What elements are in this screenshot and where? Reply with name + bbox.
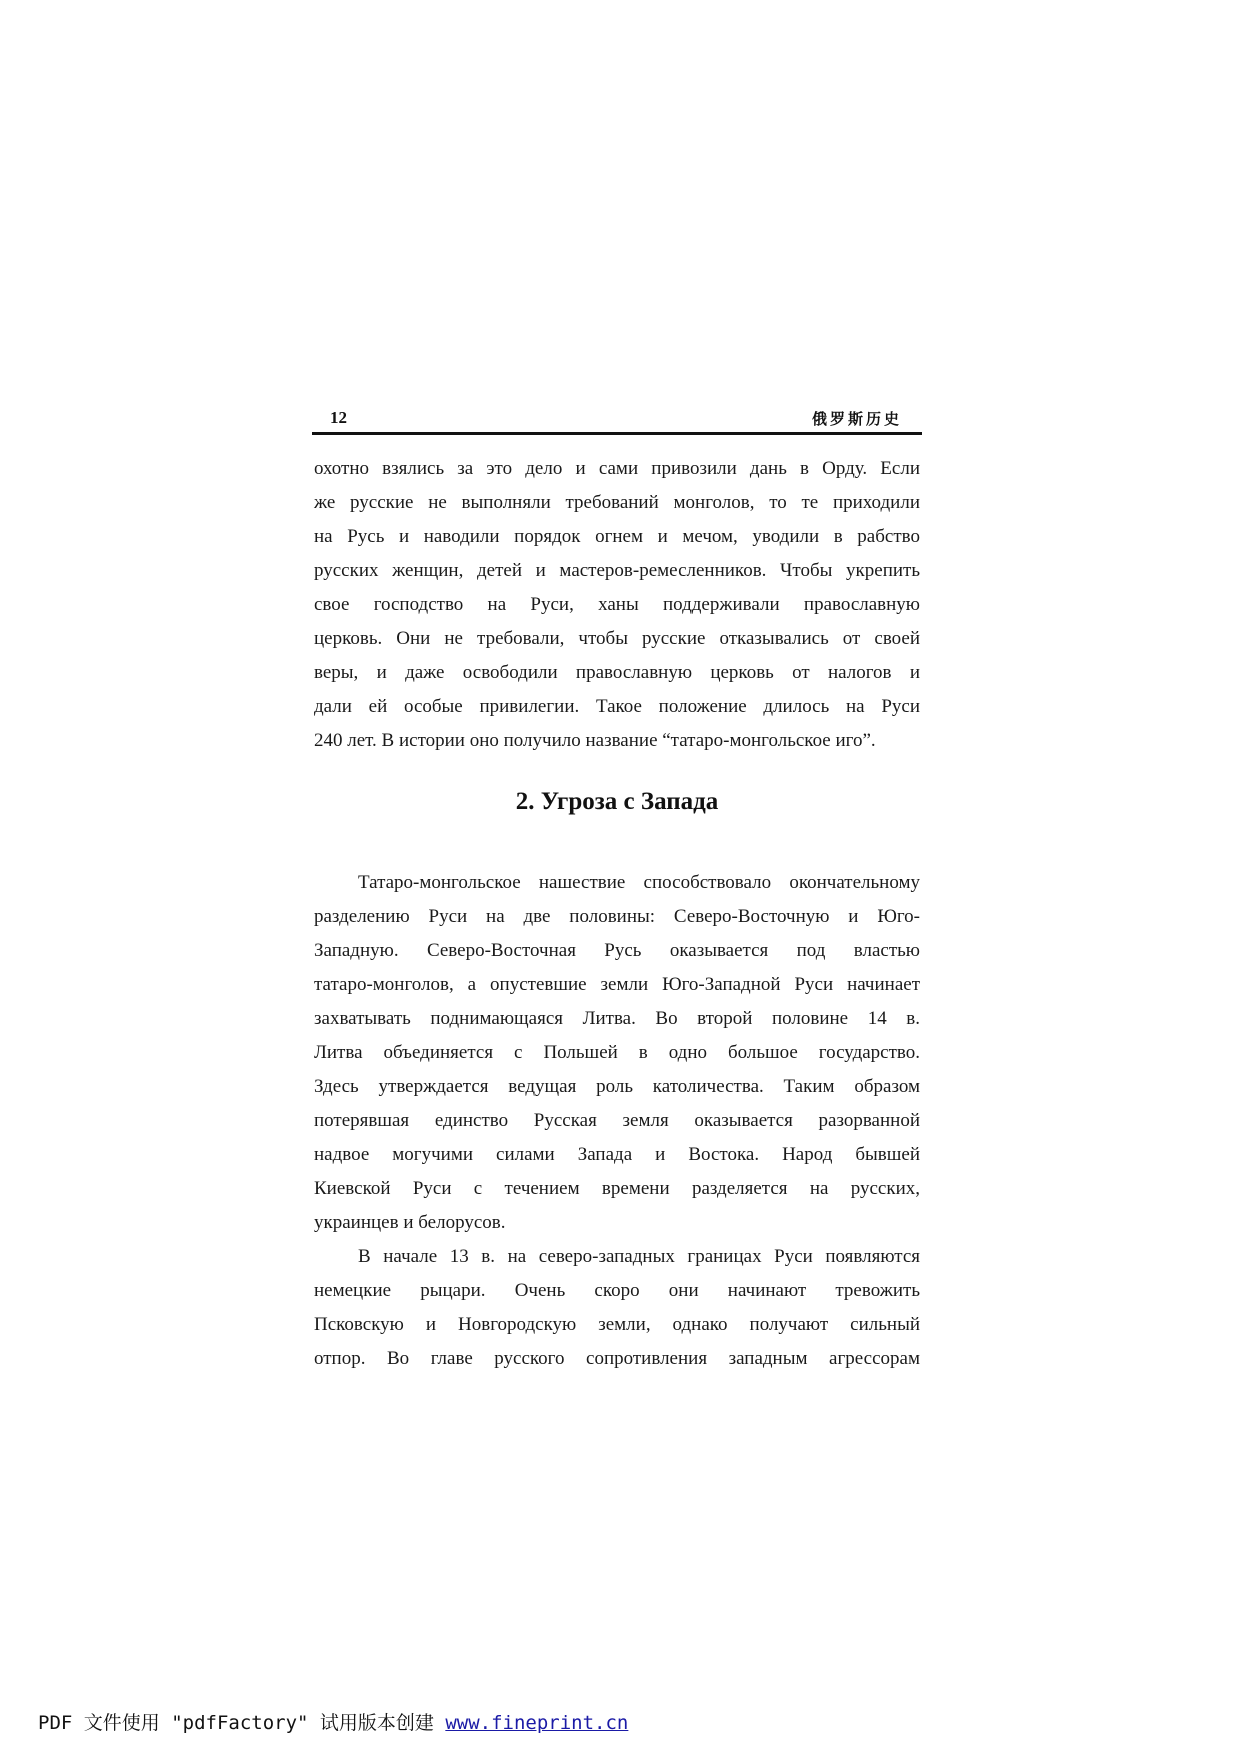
running-head <box>312 408 920 432</box>
book-title: 俄罗斯历史 <box>811 410 902 428</box>
text-line: русских женщин, детей и мастеров-ремесленников. Чтобы укрепить <box>314 560 920 581</box>
text-line: Татаро-монгольское нашествие способствовало окончательному <box>358 872 920 893</box>
pdf-watermark-footer <box>38 1708 628 1735</box>
text-line: немецкие рыцари. Очень скоро они начинают тревожить <box>314 1280 920 1301</box>
text-line: на Русь и наводили порядок огнем и мечом, уводили в рабство <box>314 526 920 547</box>
text-line: Псковскую и Новгородскую земли, однако получают сильный <box>314 1314 920 1335</box>
page-number: 12 <box>330 408 347 427</box>
text-line: Киевской Руси с течением времени разделяется на русских, <box>314 1178 920 1199</box>
text-line: 240 лет. В истории оно получило название “татаро-монгольское иго”. <box>314 730 876 751</box>
text-line: Здесь утверждается ведущая роль католичества. Таким образом <box>314 1076 920 1097</box>
text-line: захватывать поднимающаяся Литва. Во второй половине 14 в. <box>314 1008 920 1029</box>
header-rule <box>312 432 922 435</box>
text-line: церковь. Они не требовали, чтобы русские отказывались от своей <box>314 628 920 649</box>
section2-text <box>314 866 920 1376</box>
text-line: потерявшая единство Русская земля оказывается разорванной <box>314 1110 920 1131</box>
section1-text <box>314 452 920 758</box>
text-line: же русские не выполняли требований монголов, то те приходили <box>314 492 920 513</box>
text-line: охотно взялись за это дело и сами привозили дань в Орду. Если <box>314 458 920 479</box>
text-line: разделению Руси на две половины: Северо-Восточную и Юго- <box>314 906 920 927</box>
text-line: татаро-монголов, а опустевшие земли Юго-Западной Руси начинает <box>314 974 920 995</box>
text-line: украинцев и белорусов. <box>314 1212 506 1233</box>
section-heading: 2. Угроза с Запада <box>515 788 719 815</box>
text-line: надвое могучими силами Запада и Востока. Народ бывшей <box>314 1144 920 1165</box>
text-line: дали ей особые привилегии. Такое положение длилось на Руси <box>314 696 920 717</box>
text-line: В начале 13 в. на северо-западных границах Руси появляются <box>358 1246 920 1267</box>
text-line: свое господство на Руси, ханы поддерживали православную <box>314 594 920 615</box>
fineprint-link[interactable]: www.fineprint.cn <box>445 1712 629 1734</box>
text-line: отпор. Во главе русского сопротивления западным агрессорам <box>314 1348 920 1369</box>
text-line: веры, и даже освободили православную церковь от налогов и <box>314 662 920 683</box>
watermark-text: PDF 文件使用 "pdfFactory" 试用版本创建 <box>38 1712 446 1734</box>
text-line: Литва объединяется с Польшей в одно большое государство. <box>314 1042 920 1063</box>
text-line: Западную. Северо-Восточная Русь оказывается под властью <box>314 940 920 961</box>
